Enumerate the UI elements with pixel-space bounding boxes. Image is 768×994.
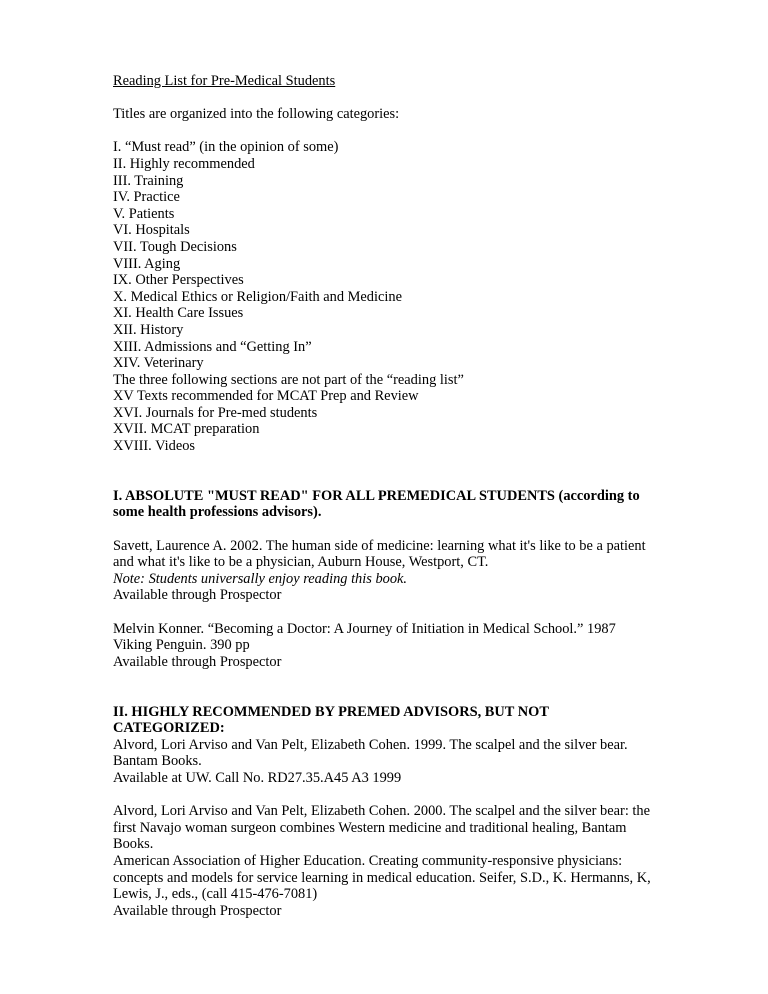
section-must-read xyxy=(113,488,658,671)
entry-citation: Alvord, Lori Arviso and Van Pelt, Elizabeth Cohen. 2000. The scalpel and the silver bear: the first Navajo woman surgeon combines Western medicine and traditional healing, Bantam Books. xyxy=(113,803,650,853)
category-item: XVIII. Videos xyxy=(113,438,196,455)
category-item: V. Patients xyxy=(113,205,175,222)
entry-availability: Available through Prospector xyxy=(113,653,282,670)
entry-citation: Melvin Konner. “Becoming a Doctor: A Journey of Initiation in Medical School.” 1987 Viking Penguin. 390 pp xyxy=(113,620,616,654)
category-item: VIII. Aging xyxy=(113,255,181,272)
entry-availability: Available at UW. Call No. RD27.35.A45 A3 1999 xyxy=(113,769,402,786)
category-item: IX. Other Perspectives xyxy=(113,272,244,289)
entry-note: Note: Students universally enjoy reading this book. xyxy=(113,570,408,587)
intro-text: Titles are organized into the following categories: xyxy=(113,106,400,123)
entry-citation: American Association of Higher Education. Creating community-responsive physicians: concepts and models for service learning in medical education. Seifer, S.D., K. Hermanns, K, Lewis, J., eds., (call 415-476-7081) xyxy=(113,852,651,903)
category-list xyxy=(113,139,658,454)
section-heading: II. HIGHLY RECOMMENDED BY PREMED ADVISORS, BUT NOT CATEGORIZED: xyxy=(113,703,549,737)
category-item: II. Highly recommended xyxy=(113,155,255,172)
category-item: XII. History xyxy=(113,321,184,338)
entry-citation: Alvord, Lori Arviso and Van Pelt, Elizabeth Cohen. 1999. The scalpel and the silver bear. Bantam Books. xyxy=(113,736,628,770)
category-item: XIII. Admissions and “Getting In” xyxy=(113,338,312,355)
reading-entry xyxy=(113,853,658,919)
category-item: I. “Must read” (in the opinion of some) xyxy=(113,139,339,156)
entry-citation: Savett, Laurence A. 2002. The human side of medicine: learning what it's like to be a patient and what it's like to be a physician, Auburn House, Westport, CT. xyxy=(113,537,646,571)
document-page xyxy=(113,73,658,919)
category-item: IV. Practice xyxy=(113,189,180,206)
document-title: Reading List for Pre-Medical Students xyxy=(113,73,336,89)
entry-availability: Available through Prospector xyxy=(113,587,282,604)
reading-entry xyxy=(113,803,658,853)
category-item: XVII. MCAT preparation xyxy=(113,421,260,438)
category-item: The three following sections are not part of the “reading list” xyxy=(113,371,464,388)
category-item: VII. Tough Decisions xyxy=(113,238,237,255)
section-highly-recommended xyxy=(113,704,658,920)
category-item: XI. Health Care Issues xyxy=(113,305,244,322)
category-item: XV Texts recommended for MCAT Prep and Review xyxy=(113,388,419,405)
category-item: XVI. Journals for Pre-med students xyxy=(113,404,318,421)
category-item: III. Training xyxy=(113,172,184,189)
section-heading: I. ABSOLUTE "MUST READ" FOR ALL PREMEDICAL STUDENTS (according to some health professions advisors). xyxy=(113,487,640,521)
category-item: X. Medical Ethics or Religion/Faith and Medicine xyxy=(113,288,402,305)
reading-entry xyxy=(113,737,658,787)
reading-entry xyxy=(113,621,658,671)
category-item: XIV. Veterinary xyxy=(113,355,204,372)
entry-availability: Available through Prospector xyxy=(113,902,282,919)
reading-entry xyxy=(113,538,658,604)
category-item: VI. Hospitals xyxy=(113,222,190,239)
